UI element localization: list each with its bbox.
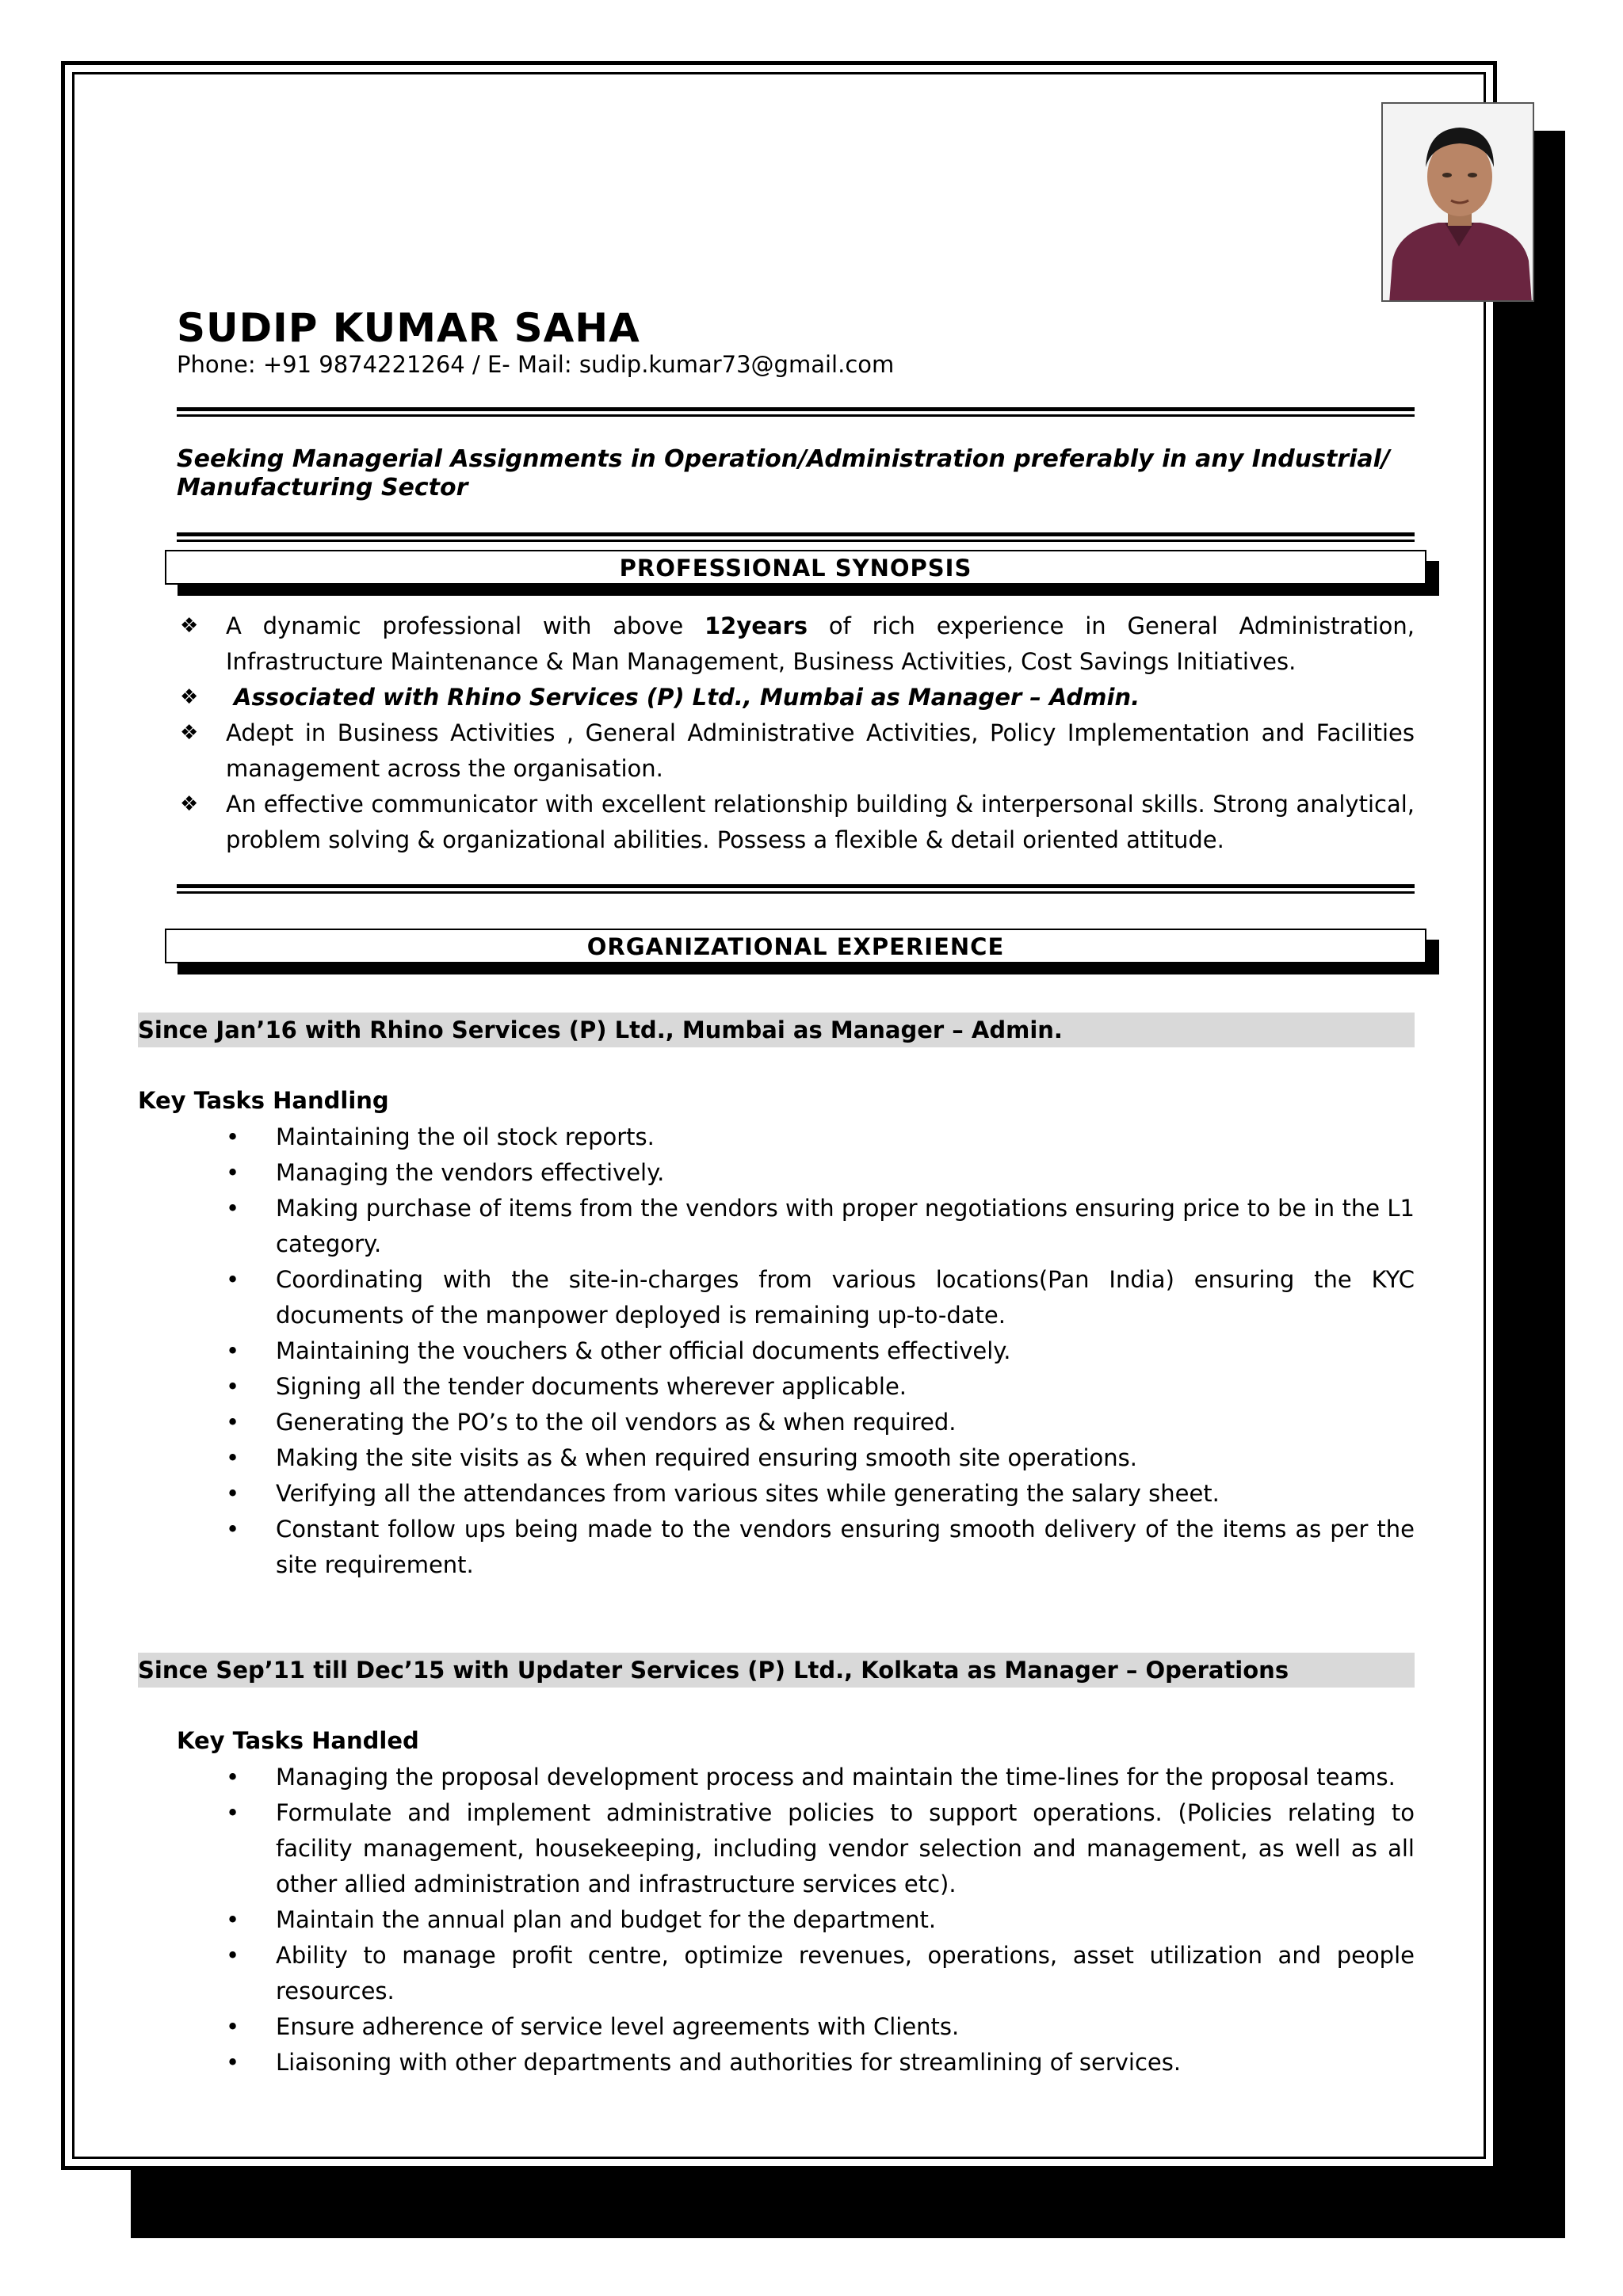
task-item xyxy=(177,2045,1415,2081)
section-heading-label: PROFESSIONAL SYNOPSIS xyxy=(165,550,1426,585)
task-text: Managing the vendors effectively. xyxy=(276,1159,665,1186)
job2-task-list xyxy=(177,1760,1415,2081)
job-title-bar: Since Sep’11 till Dec’15 with Updater Services (P) Ltd., Kolkata as Manager – Operations xyxy=(138,1653,1415,1688)
bullet-icon: • xyxy=(226,1337,240,1364)
synopsis-item xyxy=(177,680,1415,715)
bullet-icon: • xyxy=(226,1373,240,1400)
objective-line-2: Manufacturing Sector xyxy=(177,474,468,502)
candidate-name: SUDIP KUMAR SAHA xyxy=(177,305,640,351)
bullet-icon: • xyxy=(226,1266,240,1293)
bullet-icon: • xyxy=(226,1764,240,1791)
task-text: Generating the PO’s to the oil vendors as & when required. xyxy=(276,1409,957,1436)
bullet-icon: • xyxy=(226,1195,240,1222)
task-text: Managing the proposal development process and maintain the time-lines for the proposal teams. xyxy=(276,1764,1396,1791)
task-item xyxy=(177,1155,1415,1191)
bullet-icon: • xyxy=(226,1444,240,1471)
portrait-photo xyxy=(1381,102,1534,302)
divider-double-rule xyxy=(177,884,1415,894)
task-item xyxy=(177,1512,1415,1583)
bullet-icon: • xyxy=(226,2013,240,2040)
diamond-bullet-icon: ❖ xyxy=(180,792,199,816)
task-item xyxy=(177,1405,1415,1440)
task-item xyxy=(177,1262,1415,1333)
task-text: Ensure adherence of service level agreements with Clients. xyxy=(276,2013,960,2040)
career-objective xyxy=(177,445,1445,502)
synopsis-text: A dynamic professional with above xyxy=(226,612,705,639)
task-item xyxy=(177,1902,1415,1938)
portrait-photo-image xyxy=(1383,104,1534,302)
section-heading-synopsis xyxy=(165,550,1426,585)
synopsis-list xyxy=(177,608,1415,858)
tasks-title: Key Tasks Handled xyxy=(177,1727,419,1754)
objective-line-1: Seeking Managerial Assignments in Operation/Administration preferably in any Industrial/ xyxy=(177,445,1390,473)
divider-double-rule xyxy=(177,532,1415,542)
synopsis-highlight: 12years xyxy=(704,612,808,639)
synopsis-text: Adept in Business Activities , General Administrative Activities, Policy Implementation and Facilities management across the organisation. xyxy=(226,719,1415,782)
job-title-bar: Since Jan’16 with Rhino Services (P) Ltd., Mumbai as Manager – Admin. xyxy=(138,1013,1415,1047)
task-text: Making purchase of items from the vendors with proper negotiations ensuring price to be in the L1 category. xyxy=(276,1195,1415,1257)
task-text: Formulate and implement administrative policies to support operations. (Policies relating to facility management, housekeeping, including vendor selection and management, as well as all other allied administration and infrastructure services etc). xyxy=(276,1799,1415,1897)
task-item xyxy=(177,1369,1415,1405)
task-text: Constant follow ups being made to the vendors ensuring smooth delivery of the items as per the site requirement. xyxy=(276,1516,1415,1578)
synopsis-item xyxy=(177,715,1415,787)
synopsis-current-role: Associated with Rhino Services (P) Ltd., Mumbai as Manager – Admin. xyxy=(234,684,1140,711)
task-text: Ability to manage profit centre, optimize revenues, operations, asset utilization and people resources. xyxy=(276,1942,1415,2004)
task-item xyxy=(177,1191,1415,1262)
bullet-icon: • xyxy=(226,1159,240,1186)
bullet-icon: • xyxy=(226,1799,240,1826)
job1-task-list xyxy=(177,1119,1415,1583)
task-text: Making the site visits as & when required ensuring smooth site operations. xyxy=(276,1444,1138,1471)
diamond-bullet-icon: ❖ xyxy=(180,685,199,709)
task-item xyxy=(177,1119,1415,1155)
bullet-icon: • xyxy=(226,1123,240,1150)
section-heading-experience xyxy=(165,929,1426,963)
task-text: Maintaining the vouchers & other official documents effectively. xyxy=(276,1337,1011,1364)
bullet-icon: • xyxy=(226,1942,240,1969)
task-item xyxy=(177,2009,1415,2045)
section-heading-label: ORGANIZATIONAL EXPERIENCE xyxy=(165,929,1426,963)
synopsis-text: An effective communicator with excellent relationship building & interpersonal skills. Strong analytical, problem solving & organizational abilities. Possess a flexible & detail oriented attitude. xyxy=(226,791,1415,853)
synopsis-item xyxy=(177,787,1415,858)
task-item xyxy=(177,1760,1415,1795)
task-item xyxy=(177,1476,1415,1512)
task-text: Maintaining the oil stock reports. xyxy=(276,1123,655,1150)
diamond-bullet-icon: ❖ xyxy=(180,614,199,638)
task-text: Coordinating with the site-in-charges from various locations(Pan India) ensuring the KYC documents of the manpower deployed is remaining up-to-date. xyxy=(276,1266,1415,1329)
divider-double-rule xyxy=(177,407,1415,417)
bullet-icon: • xyxy=(226,1516,240,1543)
task-text: Liaisoning with other departments and authorities for streamlining of services. xyxy=(276,2049,1182,2076)
task-text: Signing all the tender documents wherever applicable. xyxy=(276,1373,907,1400)
task-text: Verifying all the attendances from various sites while generating the salary sheet. xyxy=(276,1480,1220,1507)
synopsis-item xyxy=(177,608,1415,680)
contact-line: Phone: +91 9874221264 / E- Mail: sudip.kumar73@gmail.com xyxy=(177,351,895,378)
synopsis-text: of rich experience in General Administration, Infrastructure Maintenance & Man Management, Business Activities, Cost Savings Initiatives. xyxy=(226,612,1415,675)
task-item xyxy=(177,1795,1415,1902)
diamond-bullet-icon: ❖ xyxy=(180,721,199,745)
bullet-icon: • xyxy=(226,1906,240,1933)
task-text: Maintain the annual plan and budget for the department. xyxy=(276,1906,937,1933)
bullet-icon: • xyxy=(226,1409,240,1436)
tasks-title: Key Tasks Handling xyxy=(138,1087,389,1114)
task-item xyxy=(177,1938,1415,2009)
task-item xyxy=(177,1440,1415,1476)
bullet-icon: • xyxy=(226,2049,240,2076)
task-item xyxy=(177,1333,1415,1369)
bullet-icon: • xyxy=(226,1480,240,1507)
